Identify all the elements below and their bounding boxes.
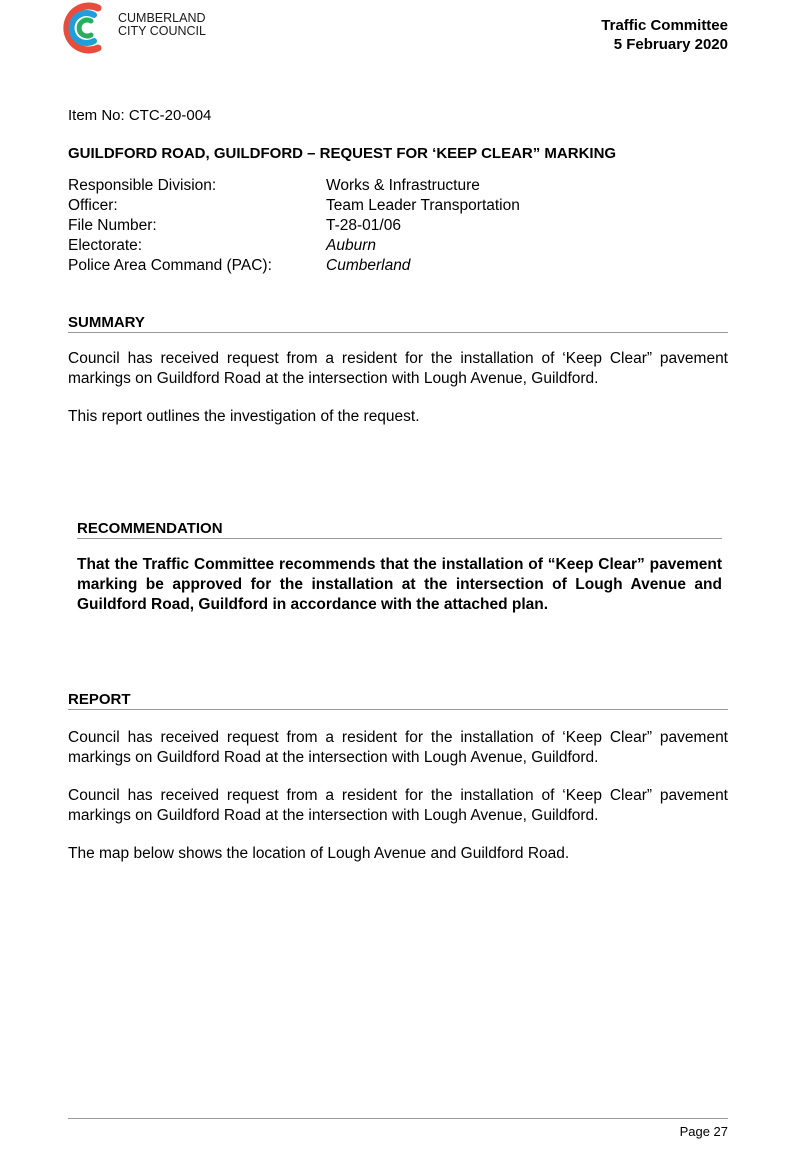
report-paragraph: Council has received request from a resident for the installation of ‘Keep Clear” pavement markings on Guildford Road at the intersection with Lough Avenue, Guildford.: [68, 787, 728, 824]
meta-value: Cumberland: [326, 257, 411, 274]
meta-value: Works & Infrastructure: [326, 177, 480, 194]
summary-heading: SUMMARY: [68, 314, 728, 333]
report-heading: REPORT: [68, 691, 728, 710]
document-header: [601, 16, 728, 54]
summary-paragraph: This report outlines the investigation of the request.: [68, 408, 420, 425]
item-metadata: [68, 176, 728, 276]
meta-label: Responsible Division:: [68, 177, 217, 194]
meta-value: Auburn: [326, 237, 376, 254]
meta-label: File Number:: [68, 217, 157, 234]
summary-paragraph: Council has received request from a resident for the installation of ‘Keep Clear” pavement markings on Guildford Road at the intersection with Lough Avenue, Guildford.: [68, 350, 728, 387]
meta-label: Police Area Command (PAC):: [68, 257, 272, 274]
meta-row-division: [68, 176, 728, 196]
logo-wordmark: [118, 12, 206, 38]
item-number: Item No: CTC-20-004: [68, 107, 212, 124]
recommendation-heading: RECOMMENDATION: [77, 520, 722, 539]
summary-section: [68, 314, 728, 427]
meta-value: Team Leader Transportation: [326, 197, 520, 214]
recommendation-text: That the Traffic Committee recommends that the installation of “Keep Clear” pavement marking be approved for the installation at the intersection of Lough Avenue and Guildford Road, Guildford in accordance with the attached plan.: [77, 556, 722, 613]
meta-row-officer: [68, 196, 728, 216]
page-number: Page 27: [679, 1124, 728, 1139]
meta-value: T-28-01/06: [326, 217, 401, 234]
report-section: [68, 691, 728, 864]
meeting-date: 5 February 2020: [613, 36, 728, 53]
meta-label: Electorate:: [68, 237, 143, 254]
council-logo: [58, 0, 218, 56]
council-logo-mark-icon: [58, 0, 114, 56]
logo-line-2: CITY COUNCIL: [118, 24, 206, 38]
report-paragraph: The map below shows the location of Lough Avenue and Guildford Road.: [68, 845, 570, 862]
meta-row-file-number: [68, 216, 728, 236]
committee-name: Traffic Committee: [601, 17, 728, 34]
meta-row-pac: [68, 256, 728, 276]
item-title: GUILDFORD ROAD, GUILDFORD – REQUEST FOR ‘KEEP CLEAR” MARKING: [68, 145, 617, 162]
report-paragraph: Council has received request from a resident for the installation of ‘Keep Clear” pavement markings on Guildford Road at the intersection with Lough Avenue, Guildford.: [68, 729, 728, 766]
meta-label: Officer:: [68, 197, 118, 214]
meta-row-electorate: [68, 236, 728, 256]
logo-line-1: CUMBERLAND: [118, 11, 206, 25]
recommendation-section: [77, 520, 722, 615]
footer-divider: [68, 1118, 728, 1119]
